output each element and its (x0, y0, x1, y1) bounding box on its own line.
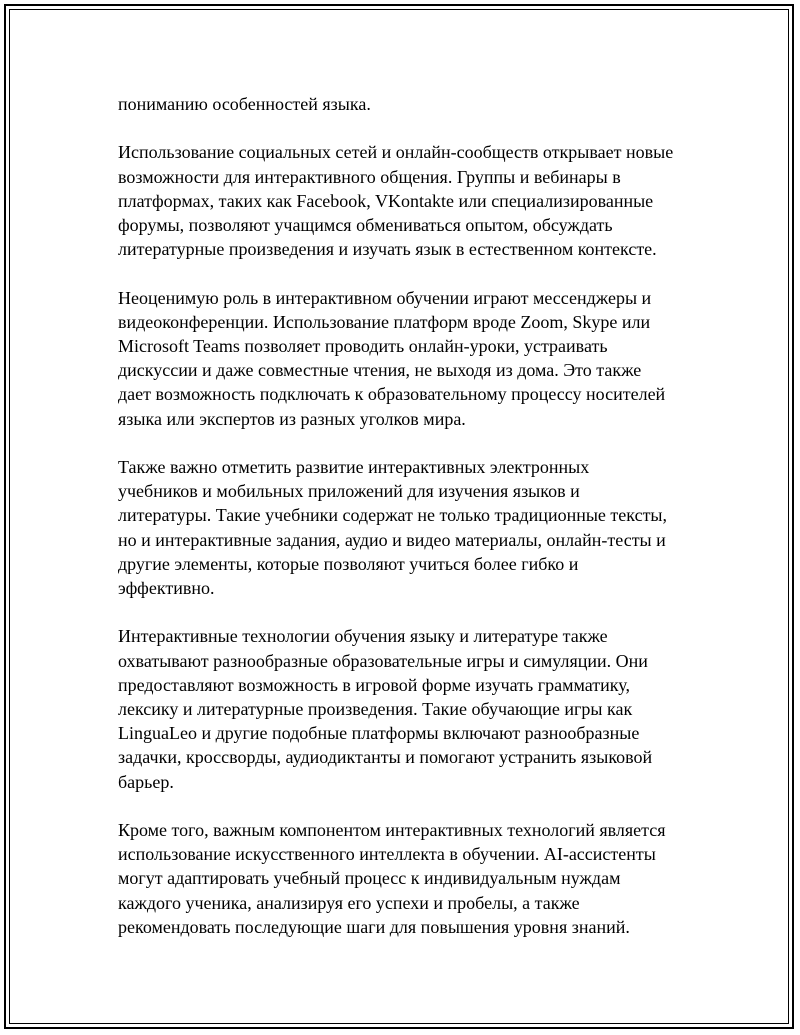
paragraph: Неоценимую роль в интерактивном обучении играют мессенджеры и видеоконференции. Использование платформ вроде Zoom, Skype или Microsoft Teams позволяет проводить онлайн-уроки, устраивать дискуссии и даже совместные чтения, не выходя из дома. Это также дает возможность подключать к образовательному процессу носителей языка или экспертов из разных уголков мира. (118, 287, 666, 429)
paragraph: пониманию особенностей языка. (118, 94, 371, 114)
document-body (118, 92, 698, 963)
paragraph: Интерактивные технологии обучения языку и литературе также охватывают разнообразные образовательные игры и симуляции. Они предоставляют возможность в игровой форме изучать грамматику, лексику и литературные произведения. Такие обучающие игры как LinguaLeo и другие подобные платформы включают разнообразные задачки, кроссворды, аудиодиктанты и помогают устранить языковой барьер. (118, 626, 653, 792)
paragraph: Использование социальных сетей и онлайн-сообществ открывает новые возможности для интерактивного общения. Группы и вебинары в платформах, таких как Facebook, VKontakte или специализированные форумы, позволяют учащимся обмениваться опытом, обсуждать литературные произведения и изучать язык в естественном контексте. (118, 142, 674, 260)
paragraph: Также важно отметить развитие интерактивных электронных учебников и мобильных приложений для изучения языков и литературы. Такие учебники содержат не только традиционные тексты, но и интерактивные задания, аудио и видео материалы, онлайн-тесты и другие элементы, которые позволяют учиться более гибко и эффективно. (118, 457, 668, 599)
paragraph: Кроме того, важным компонентом интерактивных технологий является использование искусственного интеллекта в обучении. AI-ассистенты могут адаптировать учебный процесс к индивидуальным нуждам каждого ученика, анализируя его успехи и пробелы, а также рекомендовать последующие шаги для повышения уровня знаний. (118, 820, 666, 937)
